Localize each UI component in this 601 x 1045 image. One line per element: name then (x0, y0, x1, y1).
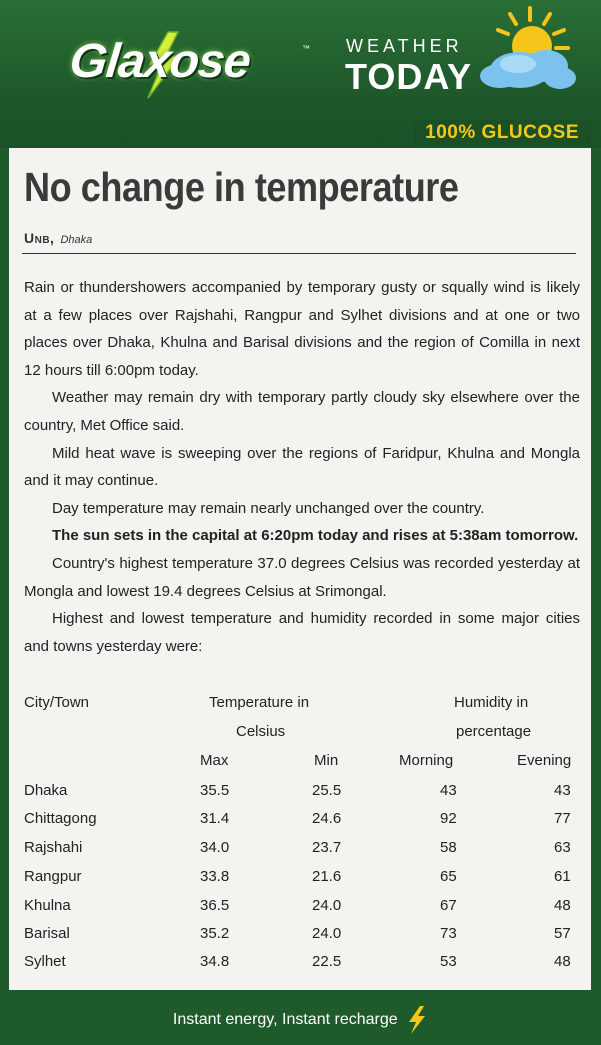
cell-evening: 63 (554, 839, 571, 856)
lightning-bolt-icon (406, 1005, 428, 1035)
cell-min: 25.5 (312, 782, 342, 799)
paragraph: Weather may remain dry with temporary partly cloudy sky elsewhere over the country, Met Office said. (24, 389, 580, 434)
sub-header-min: Min (314, 752, 339, 769)
divider (22, 253, 576, 254)
today-label: TODAY (345, 56, 473, 97)
cell-morning: 53 (440, 953, 457, 970)
cell-max: 35.2 (200, 925, 230, 942)
paragraph: Rain or thundershowers accompanied by temporary gusty or squally wind is likely at a few places over Rajshahi, Rangpur and Sylhet divisions and at one or two places over Dhaka, Khulna and Barisal divisions and the region of Comilla in next 12 hours till 6:00pm today. (24, 279, 580, 379)
cell-evening: 48 (554, 953, 571, 970)
byline (24, 230, 92, 246)
paragraph: Day temperature may remain nearly unchanged over the country. (52, 499, 485, 517)
sun-cloud-icon (470, 4, 580, 104)
cell-min: 24.6 (312, 810, 342, 827)
cell-max: 33.8 (200, 868, 230, 885)
glucose-tagline: 100% GLUCOSE (425, 122, 579, 143)
col-header-temp-line1: Temperature in (209, 694, 310, 711)
footer-text: Instant energy, Instant recharge (172, 1011, 398, 1029)
cell-city: Sylhet (24, 953, 66, 970)
article-body (24, 274, 580, 660)
cell-min: 24.0 (312, 925, 342, 942)
cell-evening: 77 (554, 810, 571, 827)
cell-max: 34.0 (200, 839, 230, 856)
cell-min: 23.7 (312, 839, 342, 856)
cell-min: 22.5 (312, 953, 342, 970)
cell-city: Barisal (24, 925, 70, 942)
cell-max: 35.5 (200, 782, 230, 799)
cell-max: 31.4 (200, 810, 230, 827)
cell-city: Rajshahi (24, 839, 83, 856)
paragraph: Highest and lowest temperature and humidity recorded in some major cities and towns yesterday were: (24, 610, 580, 655)
cell-evening: 61 (554, 868, 571, 885)
cell-morning: 43 (440, 782, 457, 799)
brand-header (0, 0, 601, 148)
paragraph: Mild heat wave is sweeping over the regions of Faridpur, Khulna and Mongla and it may continue. (24, 444, 580, 490)
cell-morning: 67 (440, 897, 457, 914)
cell-morning: 65 (440, 868, 457, 885)
sub-header-evening: Evening (517, 752, 572, 769)
cell-min: 24.0 (312, 897, 342, 914)
glaxose-logo (58, 30, 308, 100)
footer-slogan (0, 1005, 601, 1035)
byline-agency: Unb, (24, 230, 55, 246)
byline-location: Dhaka (60, 234, 93, 246)
weather-label: WEATHER (346, 36, 463, 56)
col-header-temp-line2: Celsius (236, 723, 286, 740)
sub-header-max: Max (200, 752, 229, 769)
cell-morning: 92 (440, 810, 457, 827)
cell-morning: 58 (440, 839, 457, 856)
col-header-humidity-line2: percentage (456, 723, 532, 740)
cell-city: Chittagong (24, 810, 97, 827)
cell-morning: 73 (440, 925, 457, 942)
paragraph-sun-times: The sun sets in the capital at 6:20pm today and rises at 5:38am tomorrow. (52, 527, 579, 545)
cell-evening: 43 (554, 782, 571, 799)
headline: No change in temperature (24, 164, 459, 210)
cell-city: Khulna (24, 897, 71, 914)
cell-max: 34.8 (200, 953, 230, 970)
cell-max: 36.5 (200, 897, 230, 914)
tagline-bar (413, 120, 591, 146)
cell-evening: 48 (554, 897, 571, 914)
logo-text: Glaxose (67, 35, 253, 88)
paragraph: Country's highest temperature 37.0 degrees Celsius was recorded yesterday at Mongla and lowest 19.4 degrees Celsius at Srimongal. (24, 554, 580, 600)
cell-min: 21.6 (312, 868, 342, 885)
cell-city: Rangpur (24, 868, 82, 885)
cell-evening: 57 (554, 925, 571, 942)
col-header-city: City/Town (24, 694, 90, 711)
col-header-humidity-line1: Humidity in (454, 694, 529, 711)
sub-header-morning: Morning (399, 752, 454, 769)
trademark-mark: ™ (302, 44, 310, 53)
cell-city: Dhaka (24, 782, 68, 799)
